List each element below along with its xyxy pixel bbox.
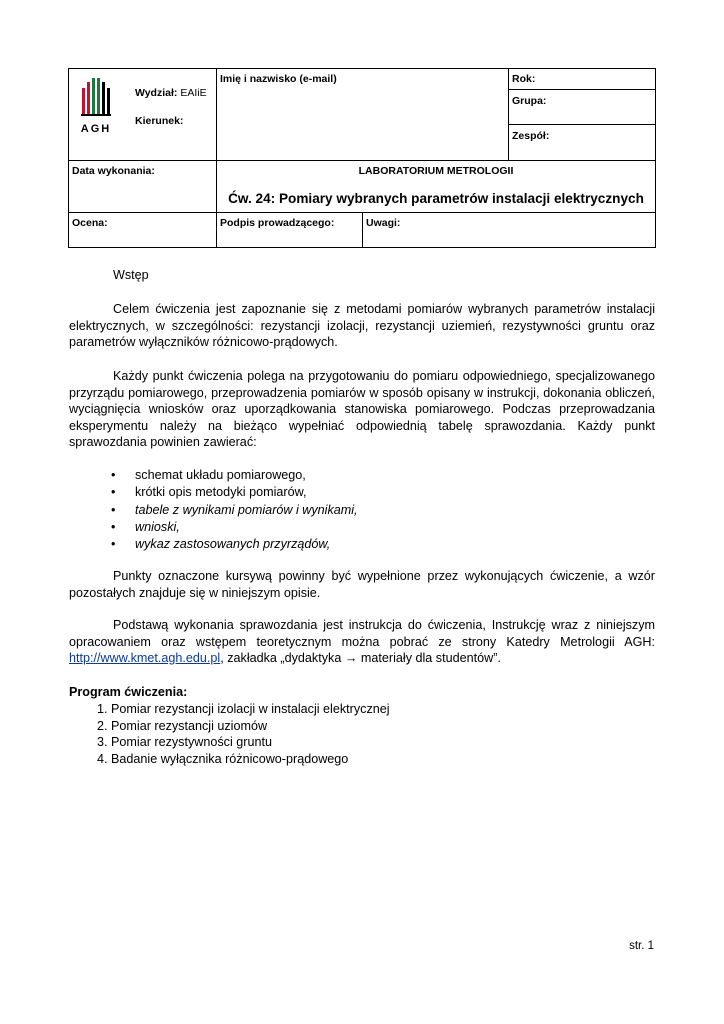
name-label: Imię i nazwisko (e-mail) [220,73,337,85]
intro-paragraph-3: Punkty oznaczone kursywą powinny być wypełnione przez wykonujących ćwiczenie, a wzór pozostałych znajduje się w niniejszym opisie. [69,569,655,600]
team-label: Zespół: [512,130,550,142]
list-item: • wnioski, [111,519,358,536]
signature-label: Podpis prowadzącego: [220,217,335,229]
intro-paragraph-4: Podstawą wykonania sprawozdania jest instrukcja do ćwiczenia, Instrukcję wraz z niniejszym opracowaniem oraz wstępem teoretycznym można pobrać ze strony Katedry Metrologii AGH: http://www.kmet.agh.edu.pl, zakładka „dydaktyka → materiały dla studentów”. [69,618,655,666]
lab-title: LABORATORIUM METROLOGII [358,165,514,177]
list-item: • krótki opis metodyki pomiarów, [111,484,358,501]
remarks-cell [362,212,656,248]
header-table [68,68,656,248]
intro-heading: Wstęp [113,268,149,282]
faculty-value: EAIiE [180,87,207,99]
list-item: 1. Pomiar rezystancji izolacji w instalacji elektrycznej [111,701,390,718]
remarks-label: Uwagi: [366,217,401,229]
list-item: • schemat układu pomiarowego, [111,467,358,484]
list-item: 2. Pomiar rezystancji uziomów [111,718,390,735]
program-section [69,684,390,768]
page-number: str. 1 [629,940,654,952]
year-label: Rok: [512,73,536,85]
faculty-label: Wydział: EAIiE [135,87,207,99]
intro-paragraph-1: Celem ćwiczenia jest zapoznanie się z metodami pomiarów wybranych parametrów instalacji elektrycznych, w szczególności: rezystancji izolacji, rezystancji uziemień, rezystywności gruntu oraz parametrów wyłączników różnicowo-prądowych. [69,302,655,350]
kmet-link[interactable]: http://www.kmet.agh.edu.pl [69,651,221,666]
group-label: Grupa: [512,95,547,107]
list-item: • tabele z wynikami pomiarów i wynikami, [111,502,358,519]
intro-paragraph-2: Każdy punkt ćwiczenia polega na przygotowaniu do pomiaru odpowiedniego, specjalizowanego przyrządu pomiarowego, przeprowadzenia pomiarów w sposób opisany w instrukcji, dokonania obliczeń, wyciągnięcia wniosków oraz uporządkowania stanowiska pomiarowego. Podczas przeprowadzania eksperymentu należy na bieżąco wypełniać odpowiednią tabelę sprawozdania. Każdy punkt sprawozdania powinien zawierać: [69,369,655,450]
program-list [69,701,390,768]
grade-label: Ocena: [72,217,108,229]
list-item: 3. Pomiar rezystywności gruntu [111,734,390,751]
major-label: Kierunek: [135,115,184,127]
list-item: • wykaz zastosowanych przyrządów, [111,536,358,553]
agh-logo [78,78,118,138]
logo-text: AGH [80,123,112,135]
exercise-title: Ćw. 24: Pomiary wybranych parametrów instalacji elektrycznych [228,191,644,206]
list-item: 4. Badanie wyłącznika różnicowo-prądowego [111,751,390,768]
date-label: Data wykonania: [72,165,155,177]
report-contents-list [111,467,358,553]
program-heading: Program ćwiczenia: [69,685,188,699]
